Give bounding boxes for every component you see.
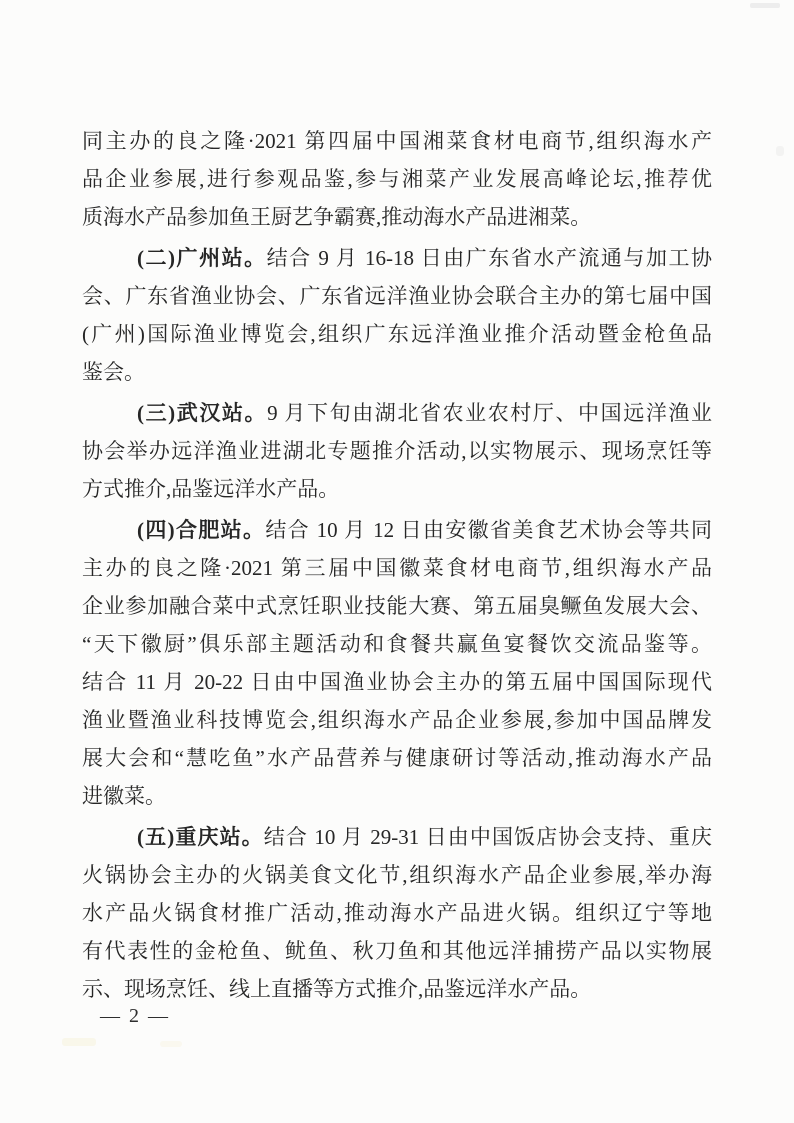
scan-artifact <box>750 3 780 8</box>
text-line: (五)重庆站。结合 10 月 29-31 日由中国饭店协会支持、重庆 <box>137 825 712 849</box>
text-line: “天下徽厨”俱乐部主题活动和食餐共赢鱼宴餐饮交流品鉴等。 <box>82 632 712 656</box>
text-line: 火锅协会主办的火锅美食文化节,组织海水产品企业参展,举办海 <box>82 863 712 887</box>
text-line: 企业参加融合菜中式烹饪职业技能大赛、第五届臭鳜鱼发展大会、 <box>82 594 712 618</box>
scan-artifact <box>160 1041 182 1047</box>
text-line: 协会举办远洋渔业进湖北专题推介活动,以实物展示、现场烹饪等 <box>82 439 712 463</box>
text-line: 主办的良之隆·2021 第三届中国徽菜食材电商节,组织海水产品 <box>82 556 712 580</box>
text-line: (二)广州站。结合 9 月 16-18 日由广东省水产流通与加工协 <box>137 246 712 270</box>
text-line: 结合 11 月 20-22 日由中国渔业协会主办的第五届中国国际现代 <box>82 670 712 694</box>
section-heading: (五)重庆站。 <box>137 825 264 849</box>
text-line: (三)武汉站。9 月下旬由湖北省农业农村厅、中国远洋渔业 <box>137 401 712 425</box>
text-line: (四)合肥站。结合 10 月 12 日由安徽省美食艺术协会等共同 <box>137 518 712 542</box>
text-line: 同主办的良之隆·2021 第四届中国湘菜食材电商节,组织海水产 <box>82 129 712 153</box>
section-heading: (二)广州站。 <box>137 246 267 270</box>
text-line: 会、广东省渔业协会、广东省远洋渔业协会联合主办的第七届中国 <box>82 284 712 308</box>
text-line: 质海水产品参加鱼王厨艺争霸赛,推动海水产品进湘菜。 <box>82 205 592 229</box>
text-line: 展大会和“慧吃鱼”水产品营养与健康研讨等活动,推动海水产品 <box>82 746 712 770</box>
section-heading: (四)合肥站。 <box>137 518 266 542</box>
text-line: 渔业暨渔业科技博览会,组织海水产品企业参展,参加中国品牌发 <box>82 708 712 732</box>
text-line: 水产品火锅食材推广活动,推动海水产品进火锅。组织辽宁等地 <box>82 901 712 925</box>
scan-artifact <box>62 1038 96 1046</box>
text-line: 进徽菜。 <box>82 784 166 808</box>
page-number: — 2 — <box>100 1005 170 1027</box>
text-line: 示、现场烹饪、线上直播等方式推介,品鉴远洋水产品。 <box>82 977 592 1001</box>
text-line: (广州)国际渔业博览会,组织广东远洋渔业推介活动暨金枪鱼品 <box>82 322 712 346</box>
text-line: 鉴会。 <box>82 360 145 384</box>
scan-artifact <box>776 146 784 156</box>
text-line: 方式推介,品鉴远洋水产品。 <box>82 477 340 501</box>
body-text <box>82 122 712 1008</box>
text-line: 有代表性的金枪鱼、鱿鱼、秋刀鱼和其他远洋捕捞产品以实物展 <box>82 939 712 963</box>
text-line: 品企业参展,进行参观品鉴,参与湘菜产业发展高峰论坛,推荐优 <box>82 167 712 191</box>
section-heading: (三)武汉站。 <box>137 401 268 425</box>
